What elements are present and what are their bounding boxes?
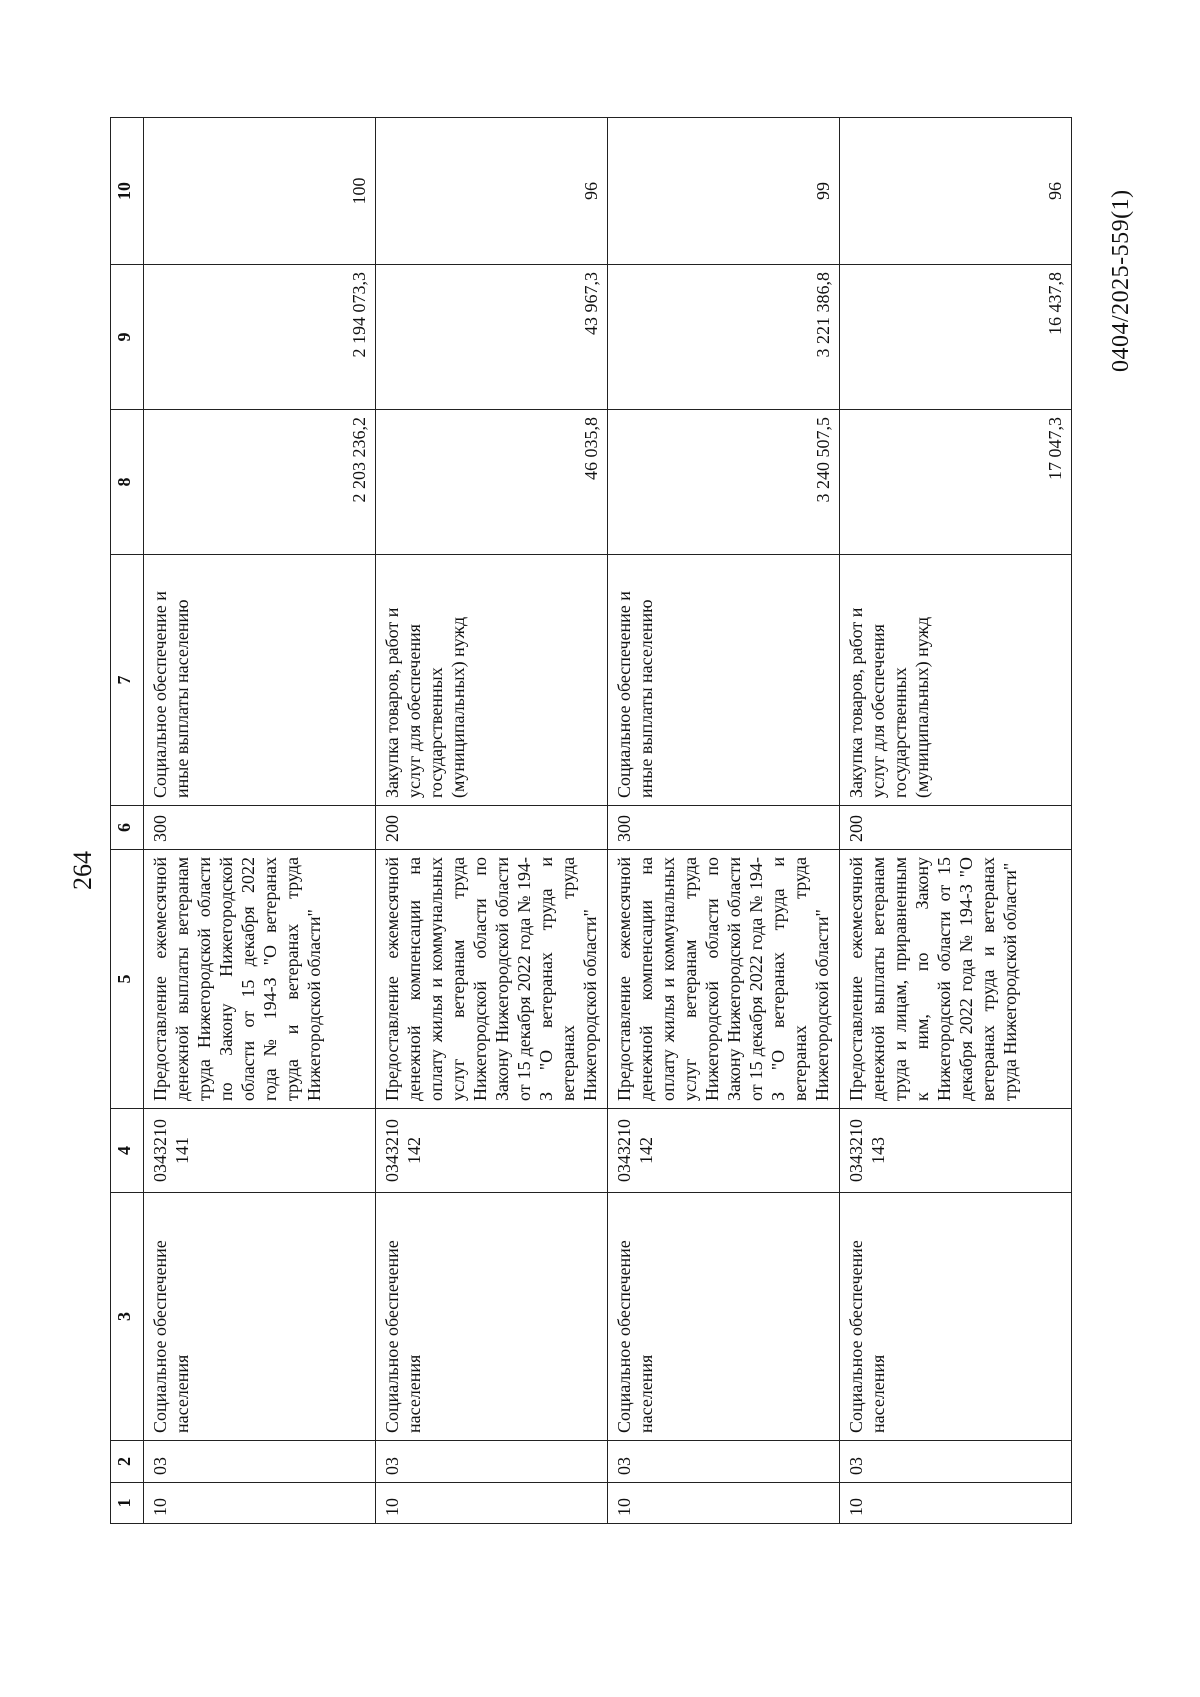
target-article-code: 0343210	[382, 1119, 402, 1182]
executed-amount: 2 194 073,3	[144, 265, 376, 410]
section-code: 10	[608, 1483, 840, 1524]
expense-type-name: Социальное обеспечение и иные выплаты населению	[144, 555, 376, 806]
planned-amount: 17 047,3	[840, 410, 1072, 555]
target-article-name: Предоставление ежемесячной денежной выплаты ветеранам труда Нижегородской области по Закону Нижегородской области от 15 декабря 2022 года № 194-З "О ветеранах труда и ветеранах труда Нижегородской области"	[144, 850, 376, 1109]
planned-amount: 2 203 236,2	[144, 410, 376, 555]
executed-amount: 3 221 386,8	[608, 265, 840, 410]
section-code: 10	[376, 1483, 608, 1524]
target-article-suffix: 143	[868, 1137, 888, 1164]
column-header: 4	[111, 1109, 144, 1193]
target-article-cell	[376, 1109, 608, 1193]
table-row	[840, 118, 1072, 1524]
document-number: 0404/2025-559(1)	[1108, 189, 1134, 372]
column-header: 10	[111, 118, 144, 265]
table-row	[144, 118, 376, 1524]
budget-table	[110, 117, 1072, 1524]
column-header: 2	[111, 1441, 144, 1483]
section-code: 10	[144, 1483, 376, 1524]
table-row	[608, 118, 840, 1524]
subsection-name: Социальное обеспечение населения	[144, 1193, 376, 1441]
subsection-name: Социальное обеспечение населения	[840, 1193, 1072, 1441]
expense-type-code: 200	[376, 806, 608, 850]
target-article-code: 0343210	[846, 1119, 866, 1182]
executed-amount: 43 967,3	[376, 265, 608, 410]
header-row	[111, 118, 144, 1524]
table-row	[376, 118, 608, 1524]
subsection-code: 03	[608, 1441, 840, 1483]
column-header: 1	[111, 1483, 144, 1524]
subsection-name: Социальное обеспечение населения	[376, 1193, 608, 1441]
target-article-suffix: 141	[172, 1137, 192, 1164]
target-article-cell	[840, 1109, 1072, 1193]
executed-amount: 16 437,8	[840, 265, 1072, 410]
subsection-name: Социальное обеспечение населения	[608, 1193, 840, 1441]
expense-type-code: 300	[144, 806, 376, 850]
execution-percent: 100	[144, 118, 376, 265]
column-header: 8	[111, 410, 144, 555]
expense-type-code: 200	[840, 806, 1072, 850]
target-article-name: Предоставление ежемесячной денежной компенсации на оплату жилья и коммунальных услуг ветеранам труда Нижегородской области по Закону Нижегородской области от 15 декабря 2022 года № 194-З "О ветеранах труда и ветеранах труда Нижегородской области"	[608, 850, 840, 1109]
column-header: 3	[111, 1193, 144, 1441]
page-number: 264	[68, 851, 97, 890]
target-article-cell	[608, 1109, 840, 1193]
execution-percent: 96	[376, 118, 608, 265]
subsection-code: 03	[840, 1441, 1072, 1483]
execution-percent: 99	[608, 118, 840, 265]
target-article-code: 0343210	[614, 1119, 634, 1182]
target-article-code: 0343210	[150, 1119, 170, 1182]
column-header: 5	[111, 850, 144, 1109]
section-code: 10	[840, 1483, 1072, 1524]
expense-type-name: Закупка товаров, работ и услуг для обеспечения государственных (муниципальных) нужд	[376, 555, 608, 806]
target-article-cell	[144, 1109, 376, 1193]
column-header: 7	[111, 555, 144, 806]
planned-amount: 46 035,8	[376, 410, 608, 555]
subsection-code: 03	[144, 1441, 376, 1483]
expense-type-code: 300	[608, 806, 840, 850]
expense-type-name: Социальное обеспечение и иные выплаты населению	[608, 555, 840, 806]
subsection-code: 03	[376, 1441, 608, 1483]
expense-type-name: Закупка товаров, работ и услуг для обеспечения государственных (муниципальных) нужд	[840, 555, 1072, 806]
execution-percent: 96	[840, 118, 1072, 265]
target-article-name: Предоставление ежемесячной денежной компенсации на оплату жилья и коммунальных услуг ветеранам труда Нижегородской области по Закону Нижегородской области от 15 декабря 2022 года № 194-З "О ветеранах труда и ветеранах труда Нижегородской области"	[376, 850, 608, 1109]
column-header: 6	[111, 806, 144, 850]
target-article-suffix: 142	[404, 1137, 424, 1164]
column-header: 9	[111, 265, 144, 410]
target-article-name: Предоставление ежемесячной денежной выплаты ветеранам труда и лицам, приравненным к ним, по Закону Нижегородской области от 15 декабря 2022 года № 194-З "О ветеранах труда и ветеранах труда Нижегородской области"	[840, 850, 1072, 1109]
target-article-suffix: 142	[636, 1137, 656, 1164]
planned-amount: 3 240 507,5	[608, 410, 840, 555]
